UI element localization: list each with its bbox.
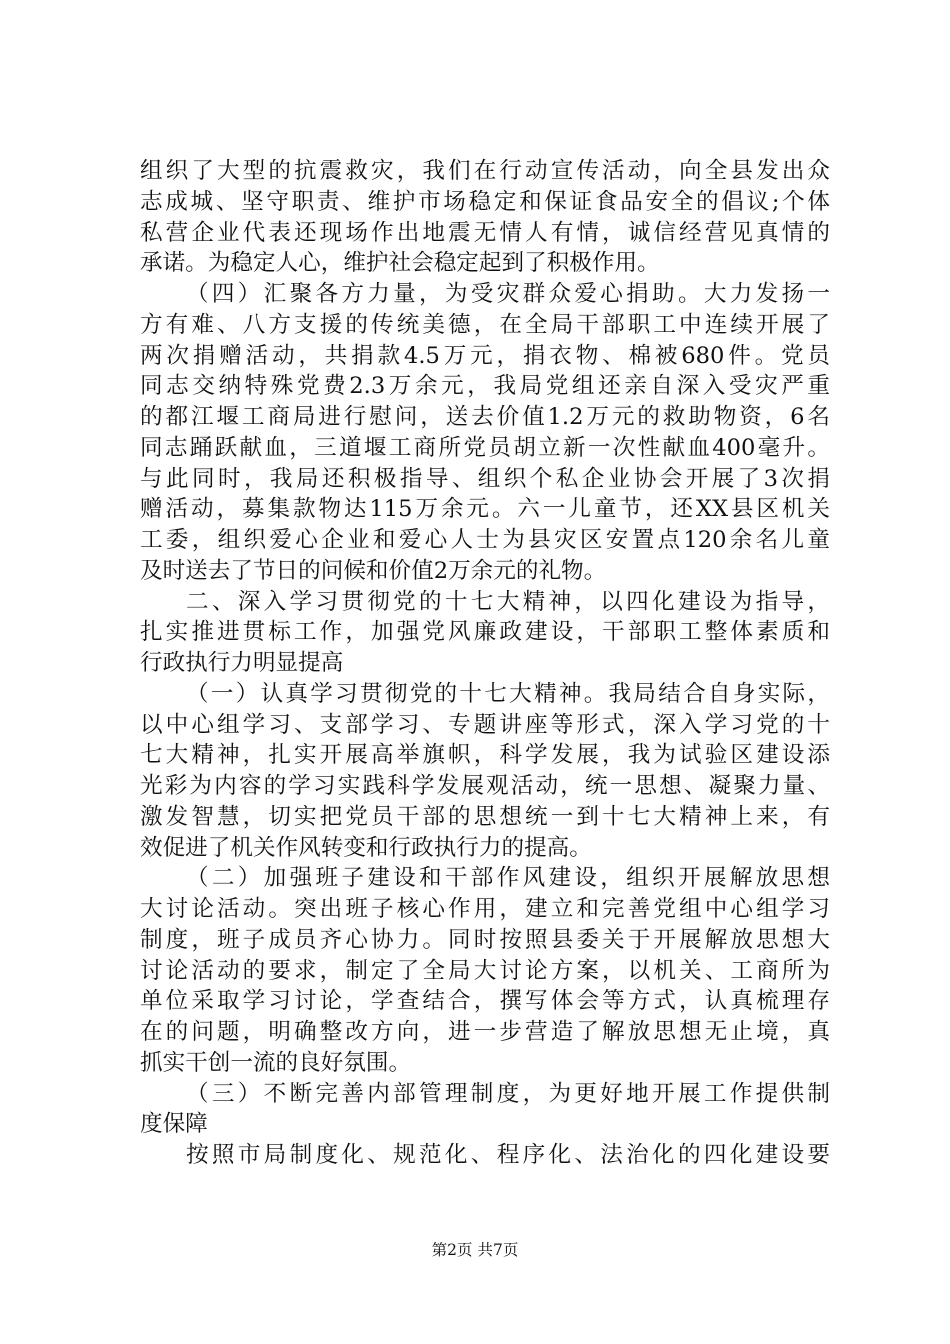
text-line: 度保障 xyxy=(140,1111,208,1138)
text-line: 讨论活动的要求，制定了全局大讨论方案，以机关、工商所为 xyxy=(140,957,830,984)
text-line: （四）汇聚各方力量，为受灾群众爱心捐助。大力发扬一 xyxy=(186,281,830,307)
text-line: 光彩为内容的学习实践科学发展观活动，统一思想、凝聚力量、 xyxy=(140,773,830,799)
text-line: 效促进了机关作风转变和行政执行力的提高。 xyxy=(140,834,592,861)
text-line: 与此同时，我局还积极指导、组织个私企业协会开展了3次捐 xyxy=(140,465,830,492)
document-body xyxy=(140,156,830,1171)
text-line: 抓实干创一流的良好氛围。 xyxy=(140,1049,412,1076)
text-line: 二、深入学习贯彻党的十七大精神，以四化建设为指导， xyxy=(186,588,830,615)
text-line: 同志踊跃献血，三道堰工商所党员胡立新一次性献血400毫升。 xyxy=(140,434,830,461)
text-line: 按照市局制度化、规范化、程序化、法治化的四化建设要 xyxy=(186,1142,830,1168)
text-line: 方有难、八方支援的传统美德，在全局干部职工中连续开展了 xyxy=(140,311,830,338)
text-line: 同志交纳特殊党费2.3万余元，我局党组还亲自深入受灾严重 xyxy=(140,373,830,400)
text-line: 扎实推进贯标工作，加强党风廉政建设，干部职工整体素质和 xyxy=(140,619,830,646)
text-line: 组织了大型的抗震救灾，我们在行动宣传活动，向全县发出众 xyxy=(140,158,830,184)
text-line: 的都江堰工商局进行慰问，送去价值1.2万元的救助物资，6名 xyxy=(140,404,830,430)
text-line: （一）认真学习贯彻党的十七大精神。我局结合自身实际， xyxy=(186,680,830,707)
text-line: （二）加强班子建设和干部作风建设，组织开展解放思想 xyxy=(186,865,830,892)
text-line: 私营企业代表还现场作出地震无情人有情，诚信经营见真情的 xyxy=(140,219,830,246)
text-line: 行政执行力明显提高 xyxy=(140,650,344,676)
text-line: （三）不断完善内部管理制度，为更好地开展工作提供制 xyxy=(186,1080,830,1107)
text-line: 在的问题，明确整改方向，进一步营造了解放思想无止境，真 xyxy=(140,1019,830,1045)
text-line: 激发智慧，切实把党员干部的思想统一到十七大精神上来，有 xyxy=(140,803,830,830)
page-footer: 第2页 共7页 xyxy=(431,1241,519,1259)
text-line: 工委，组织爱心企业和爱心人士为县灾区安置点120余名儿童 xyxy=(140,527,830,553)
text-line: 七大精神，扎实开展高举旗帜，科学发展，我为试验区建设添 xyxy=(140,742,830,769)
text-line: 赠活动，募集款物达115万余元。六一儿童节，还XX县区机关 xyxy=(140,496,830,523)
text-line: 及时送去了节日的问候和价值2万余元的礼物。 xyxy=(140,557,607,584)
text-line: 两次捐赠活动，共捐款4.5万元，捐衣物、棉被680件。党员 xyxy=(140,342,830,369)
text-line: 单位采取学习讨论，学查结合，撰写体会等方式，认真梳理存 xyxy=(140,988,830,1015)
text-line: 制度，班子成员齐心协力。同时按照县委关于开展解放思想大 xyxy=(140,926,830,953)
text-line: 志成城、坚守职责、维护市场稳定和保证食品安全的倡议;个体 xyxy=(140,188,830,215)
text-line: 以中心组学习、支部学习、专题讲座等形式，深入学习党的十 xyxy=(140,711,830,738)
text-line: 承诺。为稳定人心，维护社会稳定起到了积极作用。 xyxy=(140,250,660,277)
text-line: 大讨论活动。突出班子核心作用，建立和完善党组中心组学习 xyxy=(140,896,830,922)
